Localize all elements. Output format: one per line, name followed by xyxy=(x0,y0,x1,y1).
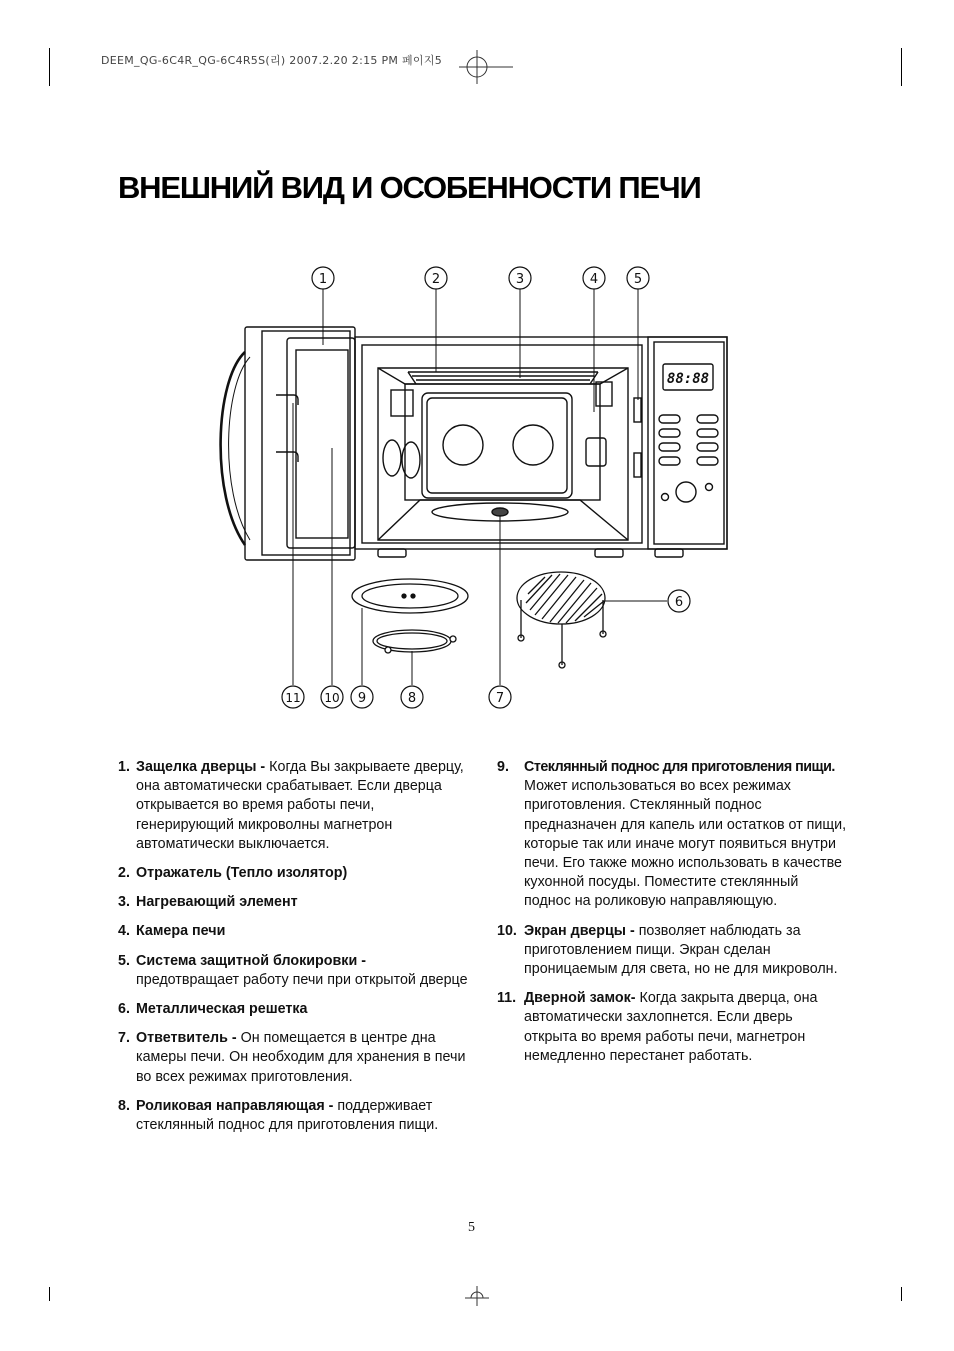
feature-term: Ответвитель - xyxy=(136,1030,237,1047)
features-right-column xyxy=(497,758,847,1076)
feature-term: Экран дверцы - xyxy=(524,922,635,939)
roller-ring xyxy=(373,630,456,653)
feature-term: Камера печи xyxy=(136,923,226,940)
feature-term: Дверной замок- xyxy=(524,990,636,1007)
callout-label-5: 5 xyxy=(633,272,643,287)
feature-term: Отражатель (Тепло изолятор) xyxy=(136,865,348,882)
feature-text: Когда Вы закрываете дверцу, она автоматически срабатывает. Если дверца открывается во время работы печи, генерирующий микроволны магнетрон автоматически выключается. xyxy=(136,759,464,852)
callout-label-7: 7 xyxy=(495,691,505,706)
feature-text: предотвращает работу печи при открытой дверце xyxy=(136,971,468,988)
glass-tray xyxy=(352,579,468,613)
feature-term: Система защитной блокировки - xyxy=(136,952,366,969)
registration-mark-bottom-icon xyxy=(462,1286,492,1308)
feature-item-10 xyxy=(497,922,847,980)
registration-mark-top-icon xyxy=(455,48,515,88)
features-left-column xyxy=(118,758,468,1145)
feature-item-6 xyxy=(118,1000,468,1019)
feature-text: Он помещается в центре дна камеры печи. Он необходим для хранения в печи во всех режимах приготовления. xyxy=(136,1030,466,1085)
feature-item-2 xyxy=(118,864,468,883)
feature-number: 4. xyxy=(118,923,130,940)
callout-label-3: 3 xyxy=(515,272,525,287)
feature-item-9 xyxy=(497,758,847,912)
feature-text: Когда закрыта дверца, она автоматически захлопнется. Если дверь открыта во время работы печи, магнетрон немедленно перестанет работать. xyxy=(524,990,818,1064)
crop-mark-top-left xyxy=(49,48,50,86)
oven-diagram xyxy=(200,255,740,725)
feature-term: Защелка дверцы - xyxy=(136,759,266,775)
feature-item-1 xyxy=(118,758,468,854)
crop-mark-top-right xyxy=(901,48,902,86)
callout-label-11: 11 xyxy=(285,691,301,705)
feature-item-7 xyxy=(118,1029,468,1087)
feature-number: 11. xyxy=(497,990,517,1007)
feature-number: 3. xyxy=(118,894,130,911)
feature-term: Металлическая решетка xyxy=(136,1001,308,1018)
feature-number: 10. xyxy=(497,922,517,939)
feature-item-3 xyxy=(118,893,468,912)
metal-rack xyxy=(517,572,606,668)
heating-element xyxy=(408,372,598,384)
callout-label-4: 4 xyxy=(589,272,599,287)
callout-label-2: 2 xyxy=(431,272,441,287)
page-number: 5 xyxy=(468,1220,475,1235)
crop-mark-bottom-right xyxy=(901,1287,902,1301)
feature-text: Может использоваться во всех режимах приготовления. Стеклянный поднос предназначен для капель или остатков от пищи, которые так или иначе могут появиться внутри печи. Его также можно использовать в качестве кухонной посуды. Поместите стеклянный поднос на роликовую направляющую. xyxy=(524,778,847,910)
callout-label-10: 10 xyxy=(324,691,340,705)
feature-text: позволяет наблюдать за приготовлением пищи. Экран сделан проницаемым для света, но не для микроволн. xyxy=(524,922,838,978)
feature-number: 6. xyxy=(118,1001,130,1018)
feature-item-8 xyxy=(118,1097,468,1135)
display-readout: 88:88 xyxy=(666,371,710,387)
feature-term: Роликовая направляющая - xyxy=(136,1097,334,1114)
feature-item-11 xyxy=(497,989,847,1066)
callout-label-6: 6 xyxy=(674,595,684,610)
safety-interlock xyxy=(634,398,641,422)
feature-number: 9. xyxy=(497,759,509,775)
feature-number: 5. xyxy=(118,952,130,969)
oven-chamber-back xyxy=(422,393,572,498)
feature-item-4 xyxy=(118,922,468,941)
door-screen xyxy=(287,338,355,548)
callout-label-1: 1 xyxy=(318,272,328,287)
feature-number: 7. xyxy=(118,1030,130,1047)
callout-label-8: 8 xyxy=(407,691,417,706)
feature-number: 2. xyxy=(118,865,130,882)
feature-number: 1. xyxy=(118,759,130,775)
feature-item-5 xyxy=(118,952,468,990)
control-buttons xyxy=(659,415,718,502)
feature-number: 8. xyxy=(118,1097,130,1114)
callout-label-9: 9 xyxy=(357,691,367,706)
feature-term: Стеклянный поднос для приготовления пищи. xyxy=(524,759,835,775)
crop-mark-bottom-left xyxy=(49,1287,50,1301)
feature-text: поддерживает стеклянный поднос для приготовления пищи. xyxy=(136,1097,439,1134)
feature-term: Нагревающий элемент xyxy=(136,894,298,911)
page-title: ВНЕШНИЙ ВИД И ОСОБЕННОСТИ ПЕЧИ xyxy=(118,170,701,205)
print-header: DEEM_QG-6C4R_QG-6C4R5S(리) 2007.2.20 2:15 PM 페이지5 xyxy=(101,54,443,67)
